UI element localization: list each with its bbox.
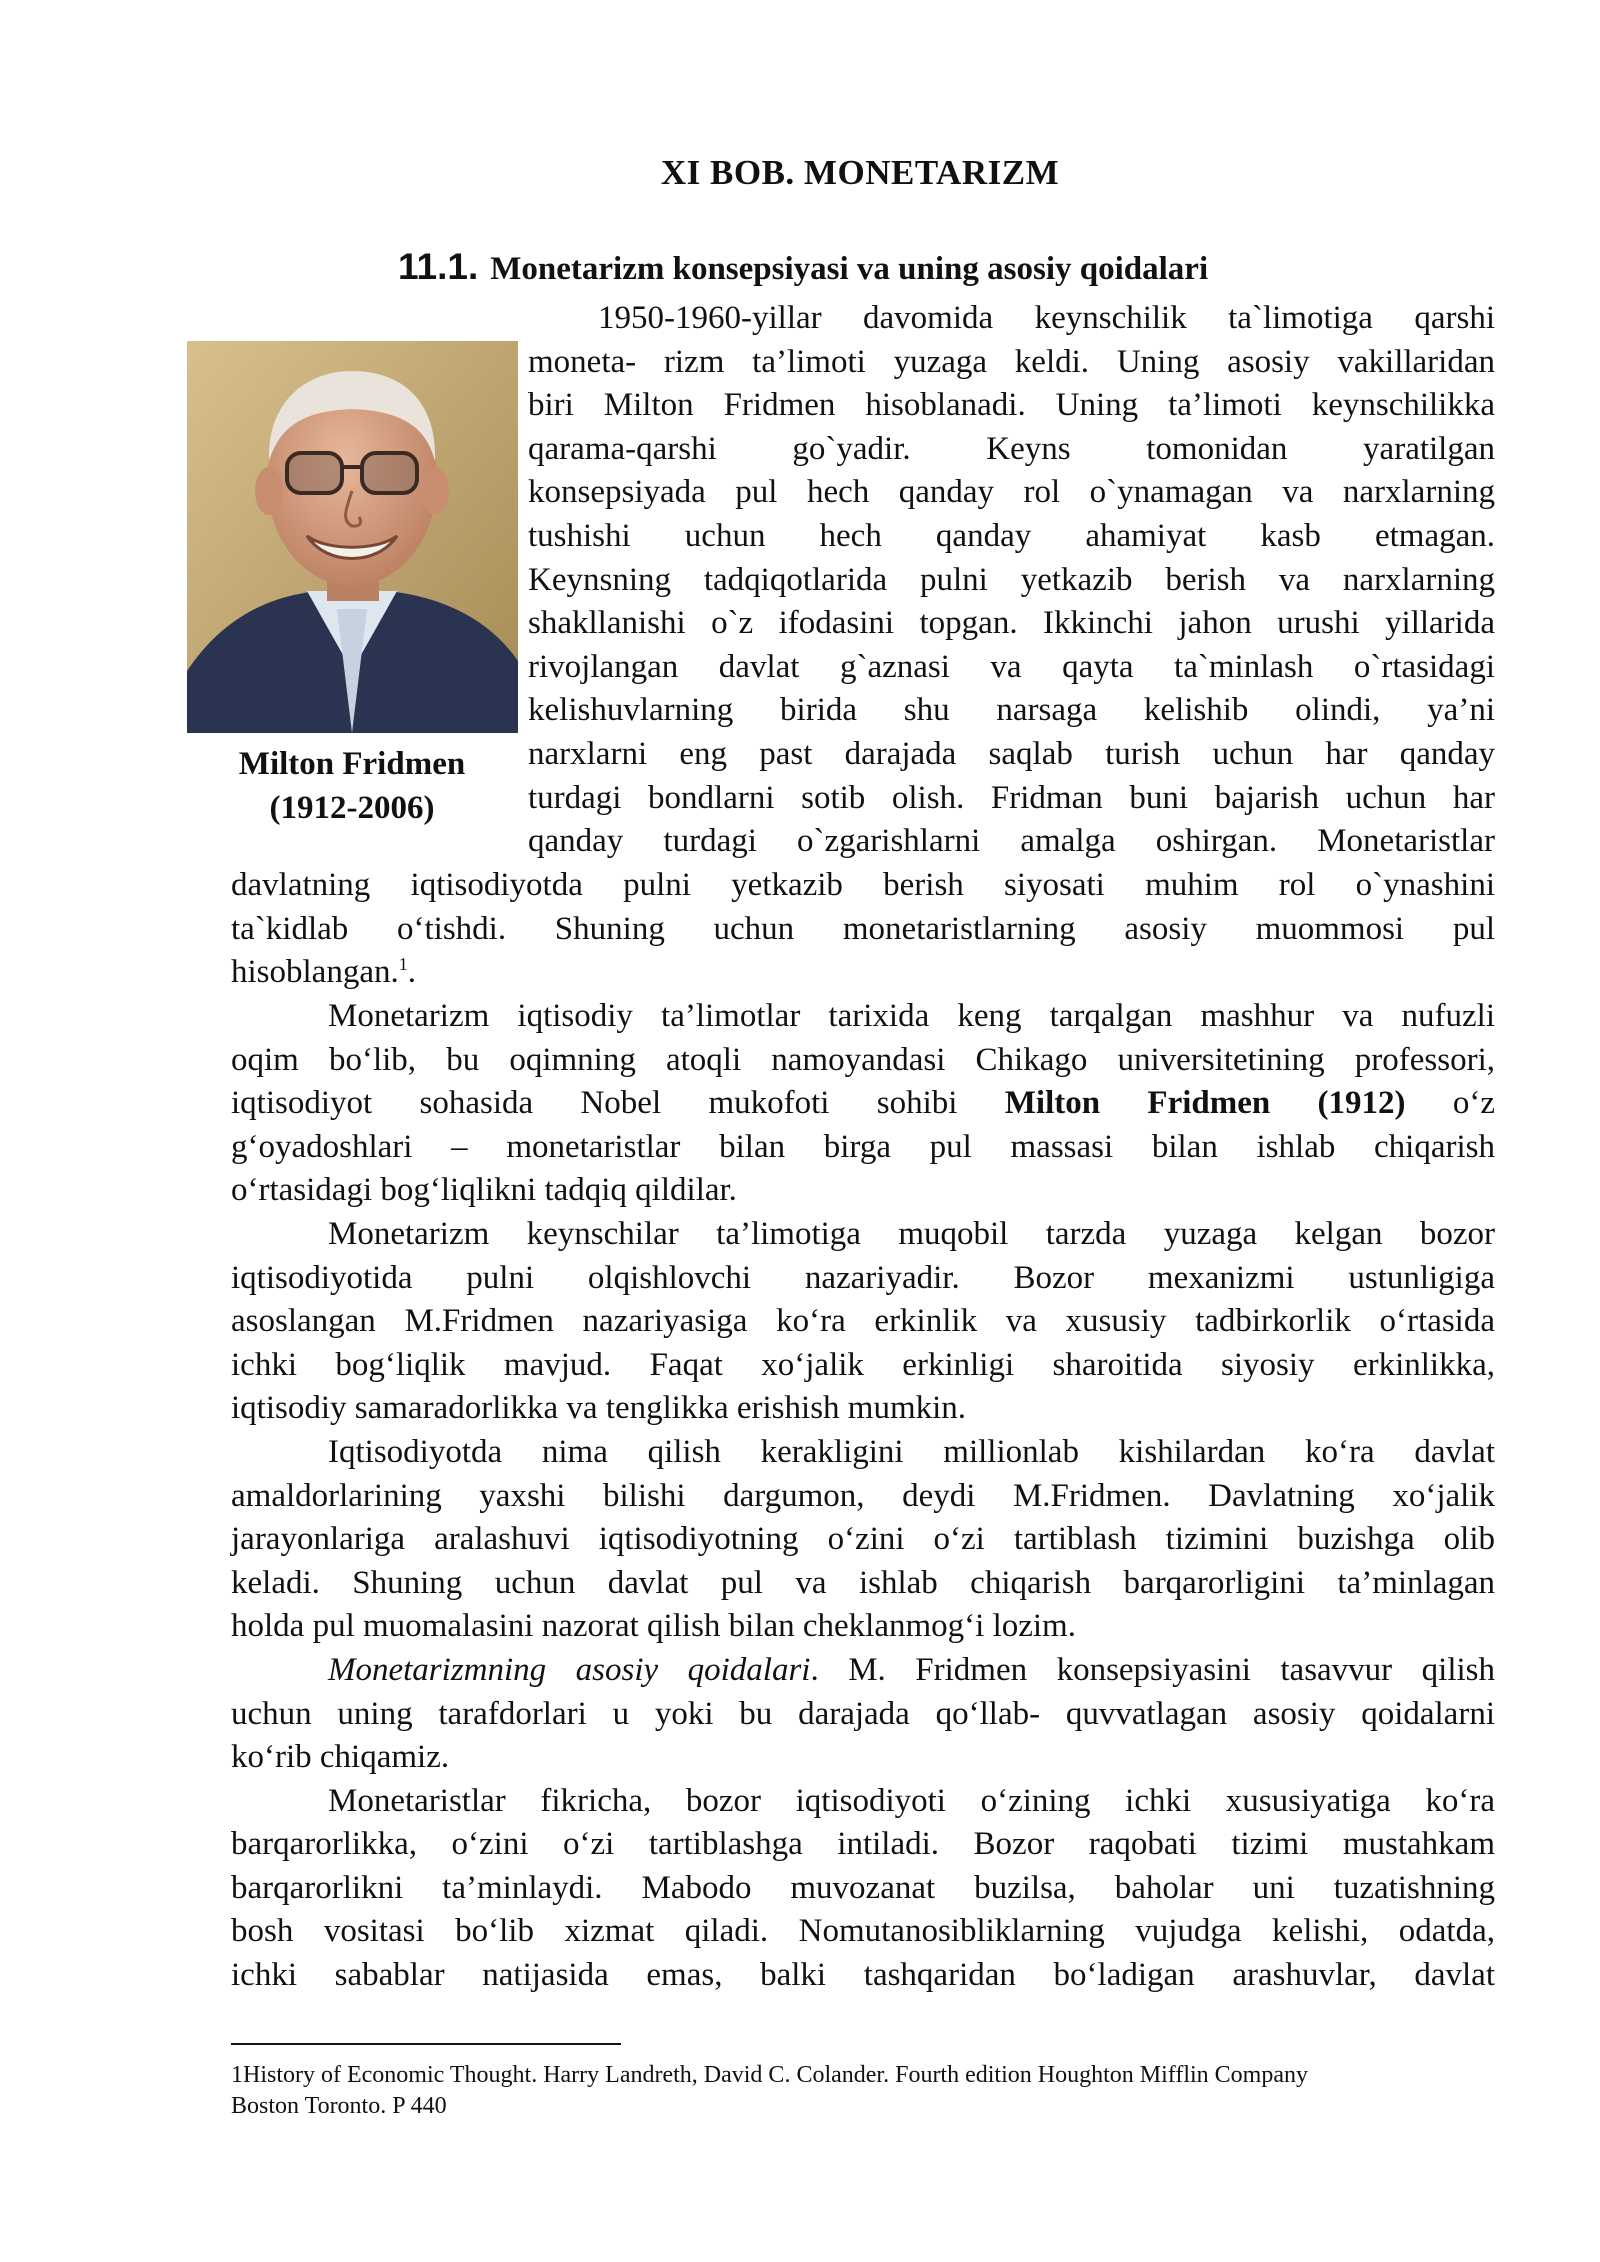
text-line: qanday turdagi o`zgarishlarni amalga oshirgan. Monetaristlar [528, 823, 1495, 860]
text-line: holda pul muomalasini nazorat qilish bilan cheklanmog‘i lozim. [231, 1608, 1076, 1645]
footnote-separator [231, 2043, 621, 2045]
portrait-name: Milton Fridmen [238, 746, 466, 782]
section-number: 11.1. [398, 246, 479, 287]
text-line: iqtisodiyotida pulni olqishlovchi nazariyadir. Bozor mexanizmi ustunligiga [231, 1259, 1495, 1296]
text-line: jarayonlariga aralashuvi iqtisodiyotning o‘zini o‘zi tartiblash tizimini buzishga olib [231, 1521, 1495, 1558]
portrait-photo [187, 341, 518, 733]
text-line: biri Milton Fridmen hisoblanadi. Uning ta’limoti keynschilikka [528, 387, 1495, 424]
chapter-title: XI BOB. MONETARIZM [660, 153, 1060, 192]
section-heading [398, 246, 1208, 288]
text-line: konsepsiyada pul hech qanday rol o`ynamagan va narxlarning [528, 474, 1495, 511]
text-line: barqarorlikka, o‘zini o‘zi tartiblashga intiladi. Bozor raqobati tizimi mustahkam [231, 1826, 1495, 1863]
text-line: ichki bog‘liqlik mavjud. Faqat xo‘jalik erkinligi sharoitida siyosiy erkinlikka, [231, 1346, 1495, 1383]
text-line: davlatning iqtisodiyotda pulni yetkazib berish siyosati muhim rol o`ynashini [231, 867, 1495, 903]
portrait-years: (1912-2006) [269, 790, 435, 826]
text-line: ko‘rib chiqamiz. [231, 1739, 450, 1776]
text-line: Iqtisodiyotda nima qilish kerakligini millionlab kishilardan ko‘ra davlat [328, 1433, 1495, 1470]
text-line: amaldorlarining yaxshi bilishi dargumon, deydi M.Fridmen. Davlatning xo‘jalik [231, 1477, 1495, 1514]
text-segment: . M. Fridmen konsepsiyasini tasavvur qilish [810, 1651, 1495, 1688]
text-segment: o‘z [1405, 1085, 1495, 1122]
text-line: moneta- rizm ta’limoti yuzaga keldi. Uning asosiy vakillaridan [528, 343, 1495, 380]
text-line: ta`kidlab o‘tishdi. Shuning uchun monetaristlarning asosiy muommosi pul [231, 910, 1495, 947]
text-line: tushishi uchun hech qanday ahamiyat kasb etmagan. [528, 517, 1495, 554]
section-title: Monetarizm konsepsiyasi va uning asosiy qoidalari [490, 251, 1209, 287]
text-line-content: hisoblangan. [231, 954, 399, 991]
text-line: keladi. Shuning uchun davlat pul va ishlab chiqarish barqarorligini ta’minlagan [231, 1564, 1495, 1601]
text-line: rivojlangan davlat g`aznasi va qayta ta`minlash o`rtasidagi [528, 648, 1495, 685]
portrait-caption [187, 742, 517, 830]
footnote-reference: 1 [398, 954, 408, 975]
text-line: Monetarizm iqtisodiy ta’limotlar tarixida keng tarqalgan mashhur va nufuzli [328, 998, 1495, 1034]
text-line: asoslangan M.Fridmen nazariyasiga ko‘ra erkinlik va xususiy tadbirkorlik o‘rtasida [231, 1303, 1495, 1340]
text-line: Keynsning tadqiqotlarida pulni yetkazib berish va narxlarning [528, 561, 1495, 598]
italic-heading: Monetarizmning asosiy qoidalari [328, 1651, 811, 1688]
text-line: uchun uning tarafdorlari u yoki bu darajada qo‘llab- quvvatlagan asosiy qoidalarni [231, 1695, 1495, 1732]
footnote [231, 2060, 1511, 2122]
intro-paragraph-column [528, 297, 1495, 864]
text-line: oqim bo‘lib, bu oqimning atoqli namoyandasi Chikago universitetining professori, [231, 1041, 1495, 1078]
text-line [231, 1082, 1495, 1126]
footnote-line: Boston Toronto. P 440 [231, 2093, 447, 2119]
text-line: g‘oyadoshlari – monetaristlar bilan birga pul massasi bilan ishlab chiqarish [231, 1128, 1495, 1165]
text-line: Monetaristlar fikricha, bozor iqtisodiyoti o‘zining ichki xususiyatiga ko‘ra [328, 1782, 1495, 1819]
bold-name: Milton Fridmen (1912) [1004, 1085, 1406, 1122]
text-line: narxlarni eng past darajada saqlab turish uchun har qanday [528, 735, 1495, 772]
text-line: turdagi bondlarni sotib olish. Fridman buni bajarish uchun har [528, 779, 1495, 816]
text-line: o‘rtasidagi bog‘liqlikni tadqiq qildilar. [231, 1172, 737, 1209]
text-line: ichki sabablar natijasida emas, balki tashqaridan bo‘ladigan arashuvlar, davlat [231, 1957, 1495, 1994]
text-segment: iqtisodiyot sohasida Nobel mukofoti sohibi [231, 1085, 1005, 1122]
text-line [231, 1649, 1495, 1693]
text-line: kelishuvlarning birida shu narsaga kelishib olindi, ya’ni [528, 692, 1495, 729]
footnote-line: 1History of Economic Thought. Harry Landreth, David C. Colander. Fourth edition Houghton Mifflin Company [231, 2062, 1308, 2088]
intro-paragraph-continuation [231, 864, 1495, 995]
text-line [231, 951, 1495, 995]
text-line: 1950-1960-yillar davomida keynschilik ta`limotiga qarshi [598, 300, 1495, 336]
sentence-end: . [407, 954, 416, 991]
text-line: shakllanishi o`z ifodasini topgan. Ikkinchi jahon urushi yillarida [528, 605, 1495, 642]
text-line: bosh vositasi bo‘lib xizmat qiladi. Nomutanosibliklarning vujudga kelishi, odatda, [231, 1913, 1495, 1950]
text-line: Monetarizm keynschilar ta’limotiga muqobil tarzda yuzaga kelgan bozor [328, 1215, 1495, 1252]
text-line: iqtisodiy samaradorlikka va tenglikka erishish mumkin. [231, 1390, 967, 1427]
text-line: qarama-qarshi go`yadir. Keyns tomonidan yaratilgan [528, 430, 1495, 467]
text-line: barqarorlikni ta’minlaydi. Mabodo muvozanat buzilsa, baholar uni tuzatishning [231, 1869, 1495, 1906]
body-text [231, 995, 1495, 1998]
